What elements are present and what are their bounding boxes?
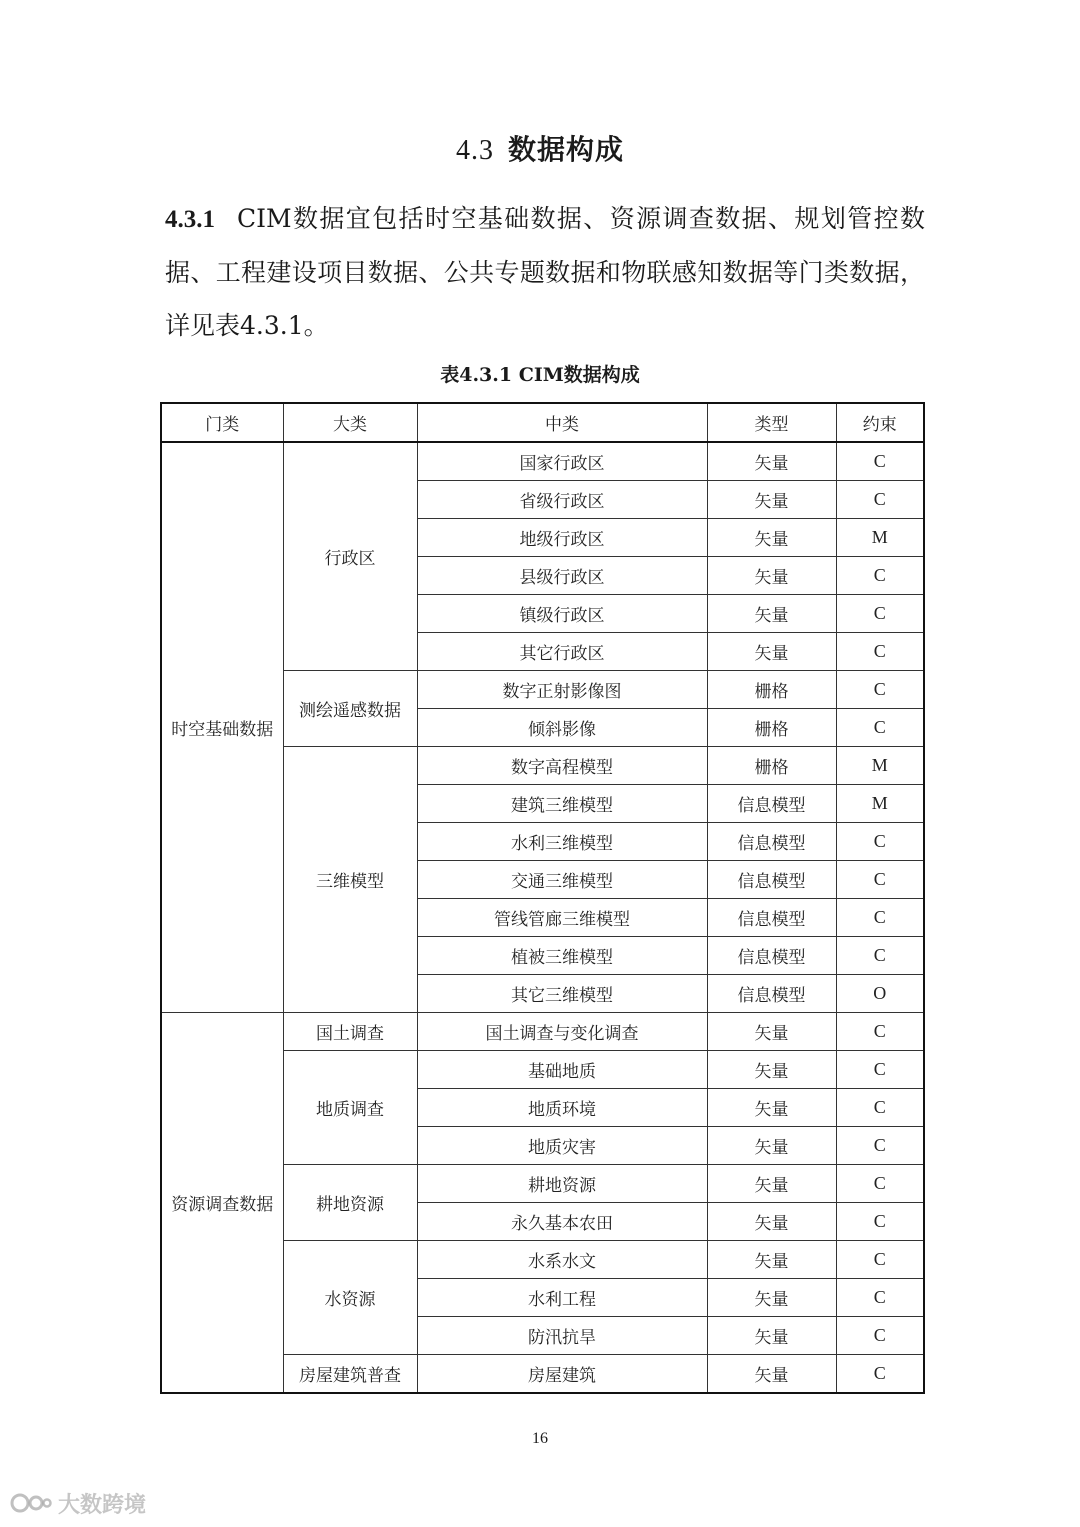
- header-dalei: 大类: [283, 403, 417, 442]
- zhonglei-cell: 省级行政区: [417, 481, 707, 519]
- dalei-cell: 房屋建筑普查: [283, 1355, 417, 1394]
- page-number: 16: [532, 1430, 548, 1447]
- yueshu-cell: C: [836, 823, 924, 861]
- zhonglei-cell: 管线管廊三维模型: [417, 899, 707, 937]
- yueshu-cell: C: [836, 557, 924, 595]
- leixing-cell: 信息模型: [707, 937, 836, 975]
- yueshu-cell: C: [836, 1013, 924, 1051]
- zhonglei-cell: 县级行政区: [417, 557, 707, 595]
- yueshu-cell: C: [836, 595, 924, 633]
- leixing-cell: 矢量: [707, 442, 836, 481]
- zhonglei-cell: 交通三维模型: [417, 861, 707, 899]
- dalei-cell: 三维模型: [283, 747, 417, 1013]
- brand-logo-icon: [10, 1490, 52, 1516]
- zhonglei-cell: 防汛抗旱: [417, 1317, 707, 1355]
- yueshu-cell: C: [836, 633, 924, 671]
- dalei-cell: 耕地资源: [283, 1165, 417, 1241]
- dalei-cell: 水资源: [283, 1241, 417, 1355]
- yueshu-cell: C: [836, 937, 924, 975]
- zhonglei-cell: 水利工程: [417, 1279, 707, 1317]
- yueshu-cell: C: [836, 1127, 924, 1165]
- leixing-cell: 矢量: [707, 1203, 836, 1241]
- leixing-cell: 矢量: [707, 1089, 836, 1127]
- leixing-cell: 矢量: [707, 595, 836, 633]
- zhonglei-cell: 其它三维模型: [417, 975, 707, 1013]
- yueshu-cell: C: [836, 1317, 924, 1355]
- yueshu-cell: C: [836, 1203, 924, 1241]
- header-menlei: 门类: [161, 403, 283, 442]
- dalei-cell: 国土调查: [283, 1013, 417, 1051]
- header-zhonglei: 中类: [417, 403, 707, 442]
- yueshu-cell: M: [836, 519, 924, 557]
- leixing-cell: 信息模型: [707, 823, 836, 861]
- yueshu-cell: C: [836, 1279, 924, 1317]
- leixing-cell: 矢量: [707, 1051, 836, 1089]
- zhonglei-cell: 水利三维模型: [417, 823, 707, 861]
- clause-paragraph: [165, 192, 925, 352]
- section-title: [0, 128, 1080, 168]
- zhonglei-cell: 房屋建筑: [417, 1355, 707, 1394]
- header-leixing: 类型: [707, 403, 836, 442]
- section-title-text: 数据构成: [507, 133, 624, 166]
- yueshu-cell: O: [836, 975, 924, 1013]
- yueshu-cell: C: [836, 1241, 924, 1279]
- leixing-cell: 矢量: [707, 519, 836, 557]
- yueshu-cell: C: [836, 1051, 924, 1089]
- leixing-cell: 栅格: [707, 747, 836, 785]
- watermark: [10, 1488, 146, 1518]
- zhonglei-cell: 基础地质: [417, 1051, 707, 1089]
- zhonglei-cell: 倾斜影像: [417, 709, 707, 747]
- leixing-cell: 信息模型: [707, 785, 836, 823]
- leixing-cell: 矢量: [707, 1013, 836, 1051]
- table-header-row: [161, 403, 924, 442]
- yueshu-cell: C: [836, 481, 924, 519]
- clause-number: 4.3.1: [165, 206, 215, 233]
- leixing-cell: 信息模型: [707, 975, 836, 1013]
- leixing-cell: 栅格: [707, 709, 836, 747]
- header-yueshu: 约束: [836, 403, 924, 442]
- clause-text: CIM数据宜包括时空基础数据、资源调查数据、规划管控数据、工程建设项目数据、公共专题数据和物联感知数据等门类数据，详见表4.3.1。: [165, 204, 925, 340]
- table-row: [161, 442, 924, 481]
- yueshu-cell: C: [836, 1355, 924, 1394]
- yueshu-cell: C: [836, 1089, 924, 1127]
- dalei-cell: 测绘遥感数据: [283, 671, 417, 747]
- yueshu-cell: C: [836, 671, 924, 709]
- cim-data-table: [160, 402, 925, 1394]
- yueshu-cell: C: [836, 1165, 924, 1203]
- dalei-cell: 地质调查: [283, 1051, 417, 1165]
- yueshu-cell: C: [836, 442, 924, 481]
- yueshu-cell: C: [836, 899, 924, 937]
- zhonglei-cell: 其它行政区: [417, 633, 707, 671]
- table-row: [161, 1013, 924, 1051]
- zhonglei-cell: 国土调查与变化调查: [417, 1013, 707, 1051]
- leixing-cell: 矢量: [707, 1165, 836, 1203]
- leixing-cell: 矢量: [707, 557, 836, 595]
- zhonglei-cell: 数字高程模型: [417, 747, 707, 785]
- yueshu-cell: M: [836, 785, 924, 823]
- zhonglei-cell: 镇级行政区: [417, 595, 707, 633]
- zhonglei-cell: 水系水文: [417, 1241, 707, 1279]
- zhonglei-cell: 地质环境: [417, 1089, 707, 1127]
- yueshu-cell: M: [836, 747, 924, 785]
- leixing-cell: 矢量: [707, 1355, 836, 1394]
- zhonglei-cell: 国家行政区: [417, 442, 707, 481]
- section-number: 4.3: [455, 135, 494, 166]
- leixing-cell: 信息模型: [707, 861, 836, 899]
- menlei-cell: 时空基础数据: [161, 442, 283, 1013]
- zhonglei-cell: 数字正射影像图: [417, 671, 707, 709]
- zhonglei-cell: 耕地资源: [417, 1165, 707, 1203]
- leixing-cell: 矢量: [707, 633, 836, 671]
- leixing-cell: 矢量: [707, 1241, 836, 1279]
- leixing-cell: 矢量: [707, 1317, 836, 1355]
- leixing-cell: 栅格: [707, 671, 836, 709]
- zhonglei-cell: 地质灾害: [417, 1127, 707, 1165]
- zhonglei-cell: 永久基本农田: [417, 1203, 707, 1241]
- watermark-text: 大数跨境: [58, 1492, 147, 1518]
- leixing-cell: 矢量: [707, 481, 836, 519]
- table-caption: 表4.3.1 CIM数据构成: [440, 364, 640, 386]
- leixing-cell: 信息模型: [707, 899, 836, 937]
- zhonglei-cell: 植被三维模型: [417, 937, 707, 975]
- leixing-cell: 矢量: [707, 1279, 836, 1317]
- menlei-cell: 资源调查数据: [161, 1013, 283, 1394]
- zhonglei-cell: 建筑三维模型: [417, 785, 707, 823]
- yueshu-cell: C: [836, 861, 924, 899]
- yueshu-cell: C: [836, 709, 924, 747]
- dalei-cell: 行政区: [283, 442, 417, 671]
- leixing-cell: 矢量: [707, 1127, 836, 1165]
- zhonglei-cell: 地级行政区: [417, 519, 707, 557]
